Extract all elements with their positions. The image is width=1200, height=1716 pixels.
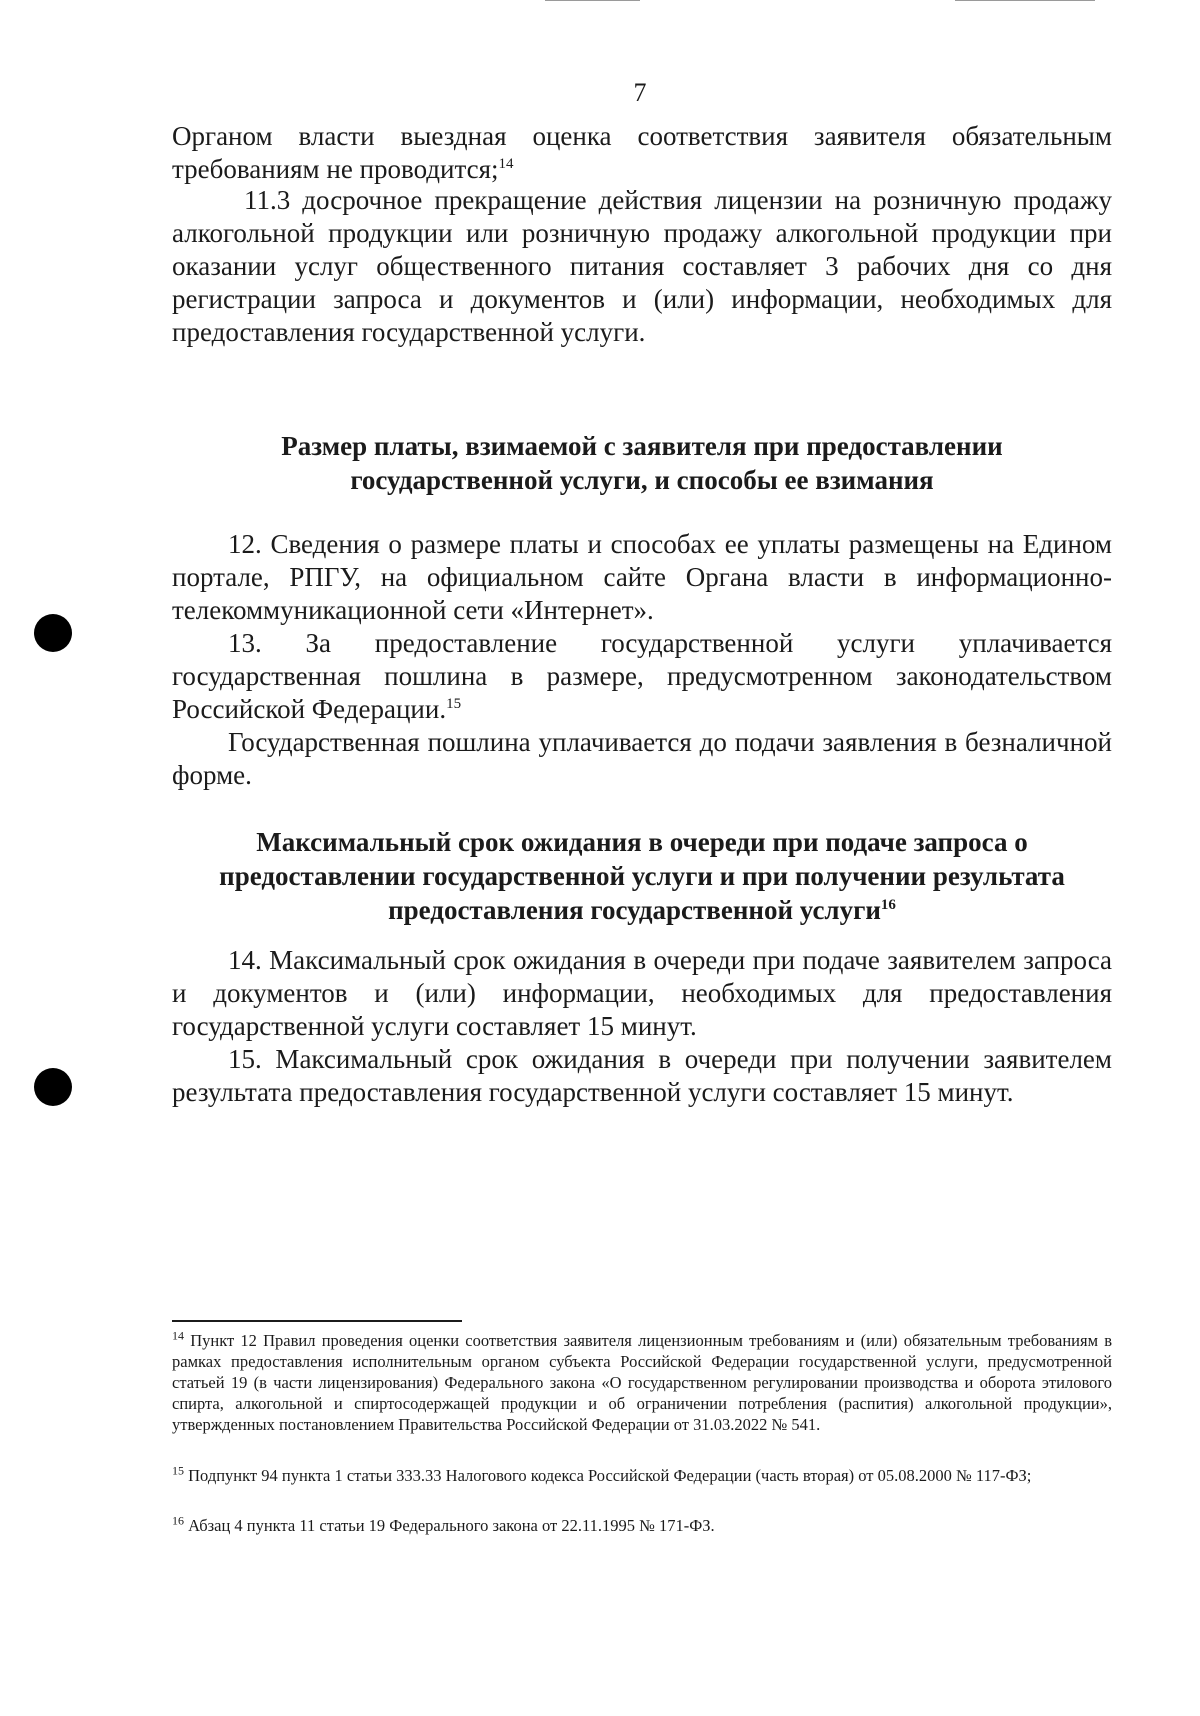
punch-hole bbox=[34, 614, 72, 652]
page-number: 7 bbox=[633, 78, 647, 107]
punch-hole bbox=[34, 1068, 72, 1106]
heading-line: предоставлении государственной услуги и при получении результата bbox=[219, 861, 1065, 891]
paragraph-text: Органом власти выездная оценка соответствия заявителя обязательным требованиям не проводится; bbox=[172, 121, 1112, 184]
footnote-separator bbox=[172, 1320, 462, 1322]
footnote-text: Подпункт 94 пункта 1 статьи 333.33 Налогового кодекса Российской Федерации (часть вторая) от 05.08.2000 № 117-ФЗ; bbox=[188, 1466, 1032, 1485]
heading-line: предоставления государственной услуги bbox=[388, 895, 881, 925]
footnote-16 bbox=[172, 1515, 1112, 1536]
section-heading-fee bbox=[172, 429, 1112, 497]
footnote-mark: 14 bbox=[172, 1328, 184, 1343]
footnote-ref: 14 bbox=[498, 156, 514, 172]
paragraph-14: 14. Максимальный срок ожидания в очереди при подаче заявителем запроса и документов и (или) информации, необходимых для предоставления государственной услуги составляет 15 минут. bbox=[172, 945, 1112, 1041]
footnote-ref: 16 bbox=[880, 897, 896, 913]
footnote-text: Абзац 4 пункта 11 статьи 19 Федерального закона от 22.11.1995 № 171-ФЗ. bbox=[188, 1516, 715, 1535]
heading-line: Максимальный срок ожидания в очереди при подаче запроса о bbox=[256, 827, 1028, 857]
heading-line: государственной услуги, и способы ее взимания bbox=[350, 465, 934, 495]
paragraph-intro bbox=[172, 120, 1112, 186]
paragraph-13-fee: Государственная пошлина уплачивается до подачи заявления в безналичной форме. bbox=[172, 727, 1112, 790]
footnote-mark: 15 bbox=[172, 1463, 184, 1478]
scan-edge-mark bbox=[955, 0, 1095, 1]
footnote-text: Пункт 12 Правил проведения оценки соответствия заявителя лицензионным требованиям и (или) обязательным требованиям в рамках предоставления исполнительным органом субъекта Российской Федерации государственной услуги, предусмотренной статьей 19 (в части лицензирования) Федерального закона «О государственном регулировании производства и оборота этилового спирта, алкогольной и спиртосодержащей продукции и об ограничении потребления (распития) алкогольной продукции», утвержденных постановлением Правительства Российской Федерации от 31.03.2022 № 541. bbox=[172, 1331, 1113, 1434]
paragraph-12: 12. Сведения о размере платы и способах ее уплаты размещены на Едином портале, РПГУ, на официальном сайте Органа власти в информационно-телекоммуникационной сети «Интернет». bbox=[172, 529, 1112, 625]
footnote-ref: 15 bbox=[446, 696, 462, 712]
footnote-14 bbox=[172, 1330, 1112, 1435]
paragraph-11-3: 11.3 досрочное прекращение действия лицензии на розничную продажу алкогольной продукции или розничную продажу алкогольной продукции при оказании услуг общественного питания составляет 3 рабочих дня со дня регистрации запроса и документов и (или) информации, необходимых для предоставления государственной услуги. bbox=[172, 185, 1112, 347]
section-heading-queue bbox=[172, 825, 1112, 927]
paragraph-13 bbox=[172, 627, 1112, 726]
footnote-15 bbox=[172, 1465, 1112, 1486]
paragraph-text: 13. За предоставление государственной услуги уплачивается государственная пошлина в размере, предусмотренном законодательством Российской Федерации. bbox=[172, 628, 1112, 724]
paragraph-15: 15. Максимальный срок ожидания в очереди при получении заявителем результата предоставления государственной услуги составляет 15 минут. bbox=[172, 1044, 1112, 1107]
footnote-mark: 16 bbox=[172, 1513, 184, 1528]
scan-edge-mark bbox=[545, 0, 640, 1]
heading-line: Размер платы, взимаемой с заявителя при предоставлении bbox=[281, 431, 1003, 461]
